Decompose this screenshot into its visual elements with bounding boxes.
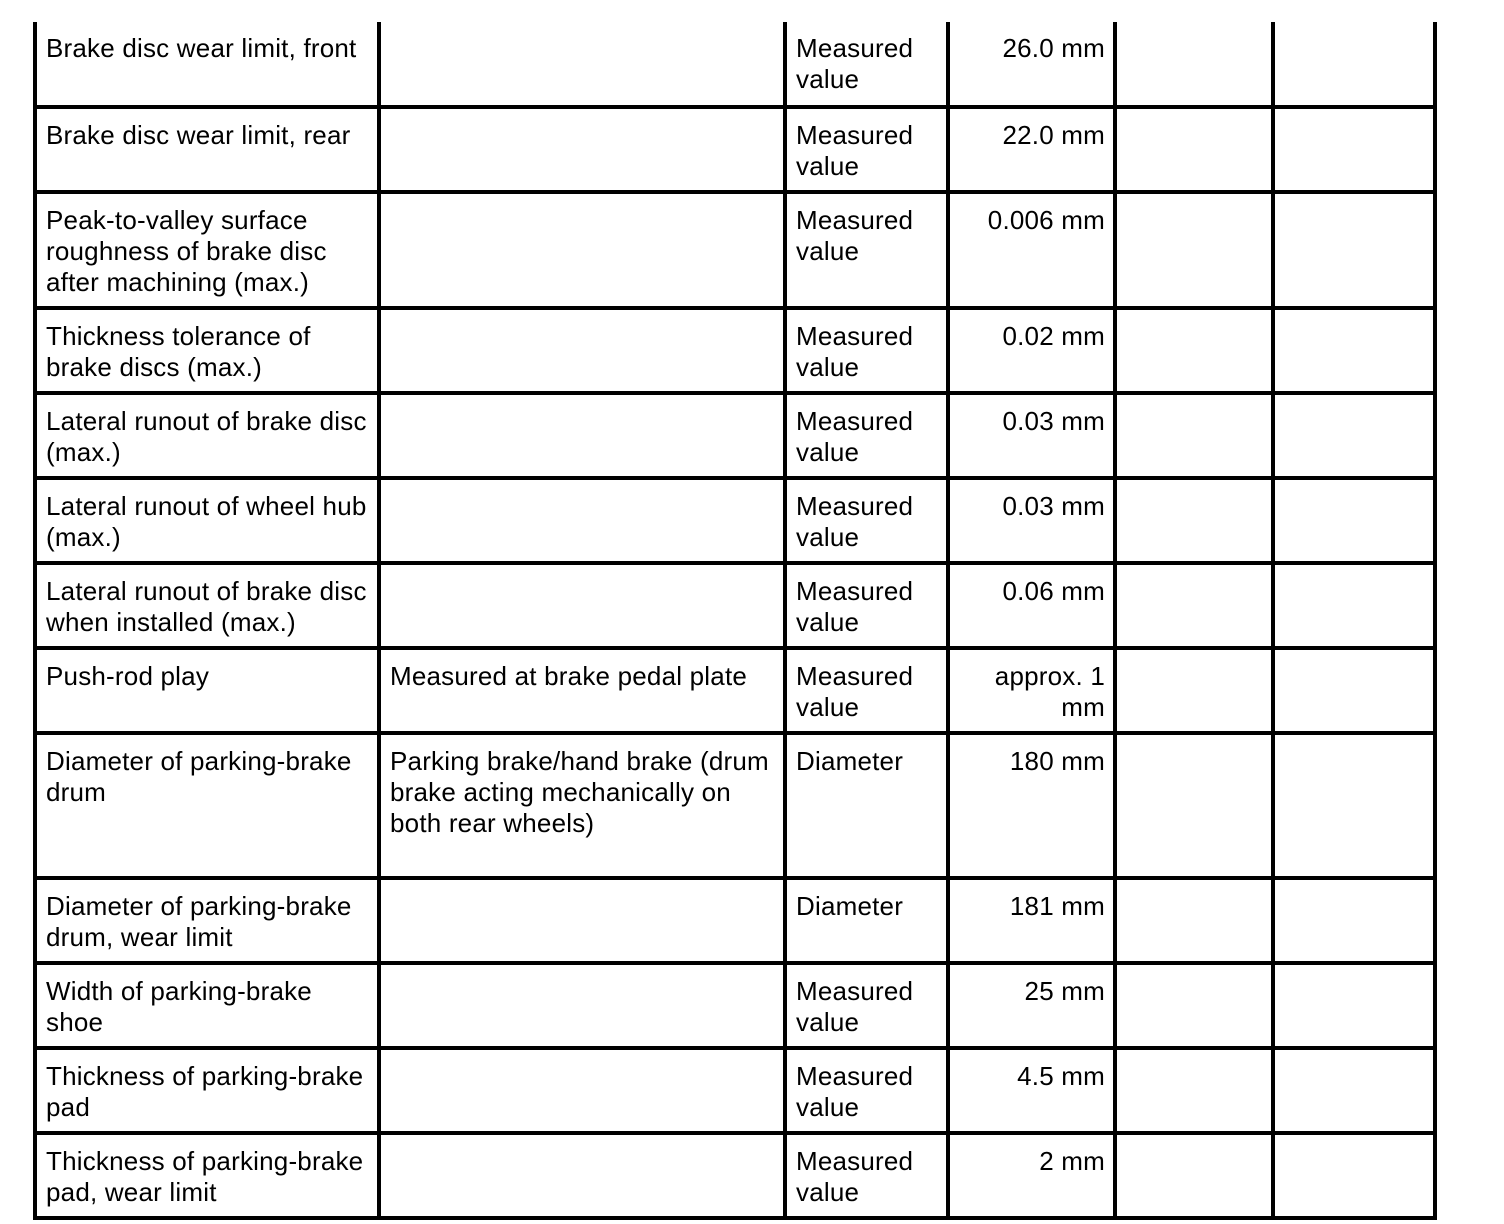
parameter-cell: Thickness of parking-brake pad, wear limit [35, 1133, 379, 1218]
table-row [35, 107, 1435, 192]
value-cell: 0.03 mm [948, 478, 1115, 563]
empty-cell-5 [1115, 1048, 1273, 1133]
condition-cell [379, 22, 785, 107]
type-cell: Diameter [785, 733, 948, 878]
empty-cell-6 [1273, 563, 1435, 648]
table-row [35, 1048, 1435, 1133]
condition-cell [379, 308, 785, 393]
empty-cell-6 [1273, 478, 1435, 563]
empty-cell-6 [1273, 192, 1435, 308]
empty-cell-5 [1115, 192, 1273, 308]
condition-cell [379, 393, 785, 478]
parameter-cell: Diameter of parking-brake drum, wear limit [35, 878, 379, 963]
condition-cell [379, 478, 785, 563]
empty-cell-5 [1115, 963, 1273, 1048]
table-row [35, 963, 1435, 1048]
parameter-cell: Width of parking-brake shoe [35, 963, 379, 1048]
type-cell: Diameter [785, 878, 948, 963]
condition-cell: Parking brake/hand brake (drum brake acting mechanically on both rear wheels) [379, 733, 785, 878]
empty-cell-5 [1115, 733, 1273, 878]
parameter-cell: Lateral runout of wheel hub (max.) [35, 478, 379, 563]
empty-cell-6 [1273, 963, 1435, 1048]
empty-cell-5 [1115, 393, 1273, 478]
empty-cell-5 [1115, 878, 1273, 963]
type-cell: Measured value [785, 107, 948, 192]
type-cell: Measured value [785, 308, 948, 393]
parameter-cell: Push-rod play [35, 648, 379, 733]
table-row [35, 878, 1435, 963]
value-cell: 0.02 mm [948, 308, 1115, 393]
value-cell: 181 mm [948, 878, 1115, 963]
type-cell: Measured value [785, 1133, 948, 1218]
empty-cell-5 [1115, 22, 1273, 107]
table-row [35, 393, 1435, 478]
specifications-table [33, 22, 1437, 1220]
type-cell: Measured value [785, 1048, 948, 1133]
type-cell: Measured value [785, 393, 948, 478]
empty-cell-6 [1273, 393, 1435, 478]
value-cell: 25 mm [948, 963, 1115, 1048]
value-cell: approx. 1 mm [948, 648, 1115, 733]
table-row [35, 192, 1435, 308]
type-cell: Measured value [785, 478, 948, 563]
condition-cell [379, 1133, 785, 1218]
parameter-cell: Brake disc wear limit, front [35, 22, 379, 107]
table-row [35, 308, 1435, 393]
type-cell: Measured value [785, 22, 948, 107]
empty-cell-6 [1273, 1048, 1435, 1133]
parameter-cell: Lateral runout of brake disc when installed (max.) [35, 563, 379, 648]
condition-cell [379, 963, 785, 1048]
empty-cell-5 [1115, 308, 1273, 393]
condition-cell [379, 107, 785, 192]
condition-cell: Measured at brake pedal plate [379, 648, 785, 733]
type-cell: Measured value [785, 563, 948, 648]
value-cell: 180 mm [948, 733, 1115, 878]
empty-cell-6 [1273, 308, 1435, 393]
empty-cell-5 [1115, 648, 1273, 733]
condition-cell [379, 878, 785, 963]
empty-cell-5 [1115, 478, 1273, 563]
value-cell: 2 mm [948, 1133, 1115, 1218]
parameter-cell: Diameter of parking-brake drum [35, 733, 379, 878]
value-cell: 22.0 mm [948, 107, 1115, 192]
parameter-cell: Thickness tolerance of brake discs (max.) [35, 308, 379, 393]
empty-cell-6 [1273, 878, 1435, 963]
condition-cell [379, 192, 785, 308]
parameter-cell: Brake disc wear limit, rear [35, 107, 379, 192]
value-cell: 26.0 mm [948, 22, 1115, 107]
empty-cell-6 [1273, 22, 1435, 107]
table-row [35, 478, 1435, 563]
condition-cell [379, 1048, 785, 1133]
type-cell: Measured value [785, 963, 948, 1048]
value-cell: 0.06 mm [948, 563, 1115, 648]
table-row [35, 22, 1435, 107]
parameter-cell: Peak-to-valley surface roughness of brake disc after machining (max.) [35, 192, 379, 308]
value-cell: 4.5 mm [948, 1048, 1115, 1133]
parameter-cell: Lateral runout of brake disc (max.) [35, 393, 379, 478]
table-row [35, 563, 1435, 648]
table-row [35, 733, 1435, 878]
type-cell: Measured value [785, 648, 948, 733]
value-cell: 0.03 mm [948, 393, 1115, 478]
value-cell: 0.006 mm [948, 192, 1115, 308]
empty-cell-5 [1115, 563, 1273, 648]
empty-cell-6 [1273, 733, 1435, 878]
empty-cell-6 [1273, 1133, 1435, 1218]
condition-cell [379, 563, 785, 648]
type-cell: Measured value [785, 192, 948, 308]
parameter-cell: Thickness of parking-brake pad [35, 1048, 379, 1133]
empty-cell-6 [1273, 648, 1435, 733]
empty-cell-5 [1115, 1133, 1273, 1218]
table-row [35, 1133, 1435, 1218]
table-row [35, 648, 1435, 733]
empty-cell-5 [1115, 107, 1273, 192]
empty-cell-6 [1273, 107, 1435, 192]
